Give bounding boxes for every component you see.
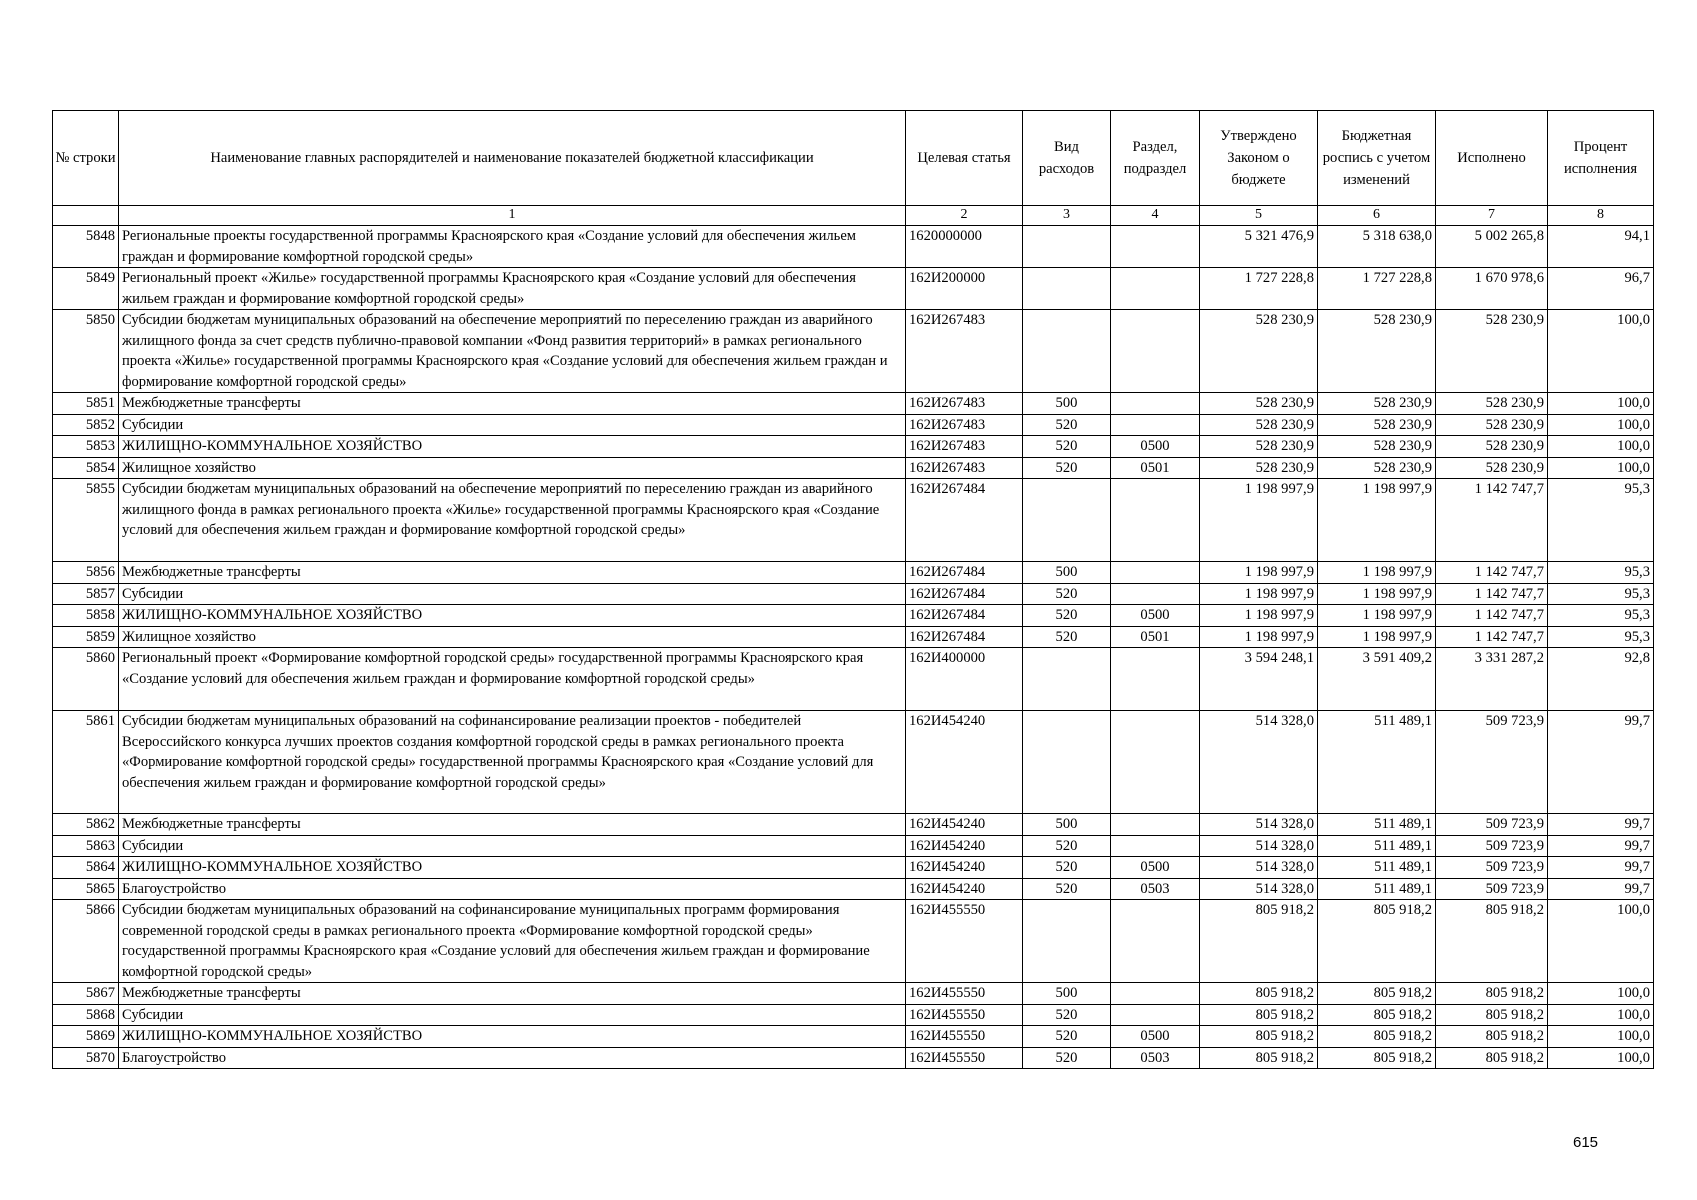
name-cell: Субсидии [119, 835, 906, 857]
executed-cell: 1 142 747,7 [1436, 479, 1548, 562]
section-cell [1111, 562, 1200, 584]
percent-cell: 94,1 [1548, 226, 1654, 268]
executed-cell: 509 723,9 [1436, 857, 1548, 879]
row-number-cell: 5850 [53, 310, 119, 393]
row-number-cell: 5860 [53, 648, 119, 711]
approved-cell: 514 328,0 [1200, 857, 1318, 879]
table-row [53, 1026, 1654, 1048]
expense-type-cell [1023, 310, 1111, 393]
expense-type-cell: 500 [1023, 393, 1111, 415]
expense-type-cell: 520 [1023, 878, 1111, 900]
percent-cell: 100,0 [1548, 900, 1654, 983]
approved-cell: 528 230,9 [1200, 457, 1318, 479]
approved-cell: 805 918,2 [1200, 983, 1318, 1005]
target-article-cell: 162И267484 [906, 605, 1023, 627]
name-cell: Субсидии [119, 1004, 906, 1026]
header-row [53, 111, 1654, 206]
approved-cell: 528 230,9 [1200, 310, 1318, 393]
schedule-cell: 511 489,1 [1318, 814, 1436, 836]
section-cell [1111, 835, 1200, 857]
executed-cell: 509 723,9 [1436, 711, 1548, 814]
section-cell [1111, 226, 1200, 268]
schedule-cell: 805 918,2 [1318, 900, 1436, 983]
header-name: Наименование главных распорядителей и наименование показателей бюджетной классификации [119, 111, 906, 206]
schedule-cell: 805 918,2 [1318, 1004, 1436, 1026]
schedule-cell: 511 489,1 [1318, 835, 1436, 857]
expense-type-cell: 520 [1023, 1047, 1111, 1069]
header-target-article: Целевая статья [906, 111, 1023, 206]
target-article-cell: 162И267483 [906, 310, 1023, 393]
name-cell: ЖИЛИЩНО-КОММУНАЛЬНОЕ ХОЗЯЙСТВО [119, 436, 906, 458]
executed-cell: 1 142 747,7 [1436, 605, 1548, 627]
executed-cell: 528 230,9 [1436, 310, 1548, 393]
percent-cell: 95,3 [1548, 583, 1654, 605]
target-article-cell: 162И267484 [906, 583, 1023, 605]
name-cell: Субсидии [119, 583, 906, 605]
percent-cell: 100,0 [1548, 1004, 1654, 1026]
name-cell: Межбюджетные трансферты [119, 393, 906, 415]
section-cell [1111, 711, 1200, 814]
target-article-cell: 162И455550 [906, 1004, 1023, 1026]
section-cell [1111, 983, 1200, 1005]
approved-cell: 1 198 997,9 [1200, 626, 1318, 648]
row-number-cell: 5859 [53, 626, 119, 648]
approved-cell: 528 230,9 [1200, 393, 1318, 415]
table-row [53, 983, 1654, 1005]
executed-cell: 509 723,9 [1436, 814, 1548, 836]
schedule-cell: 1 198 997,9 [1318, 562, 1436, 584]
target-article-cell: 162И267484 [906, 562, 1023, 584]
expense-type-cell: 520 [1023, 436, 1111, 458]
name-cell: Межбюджетные трансферты [119, 983, 906, 1005]
section-cell [1111, 268, 1200, 310]
row-number-cell: 5861 [53, 711, 119, 814]
table-row [53, 626, 1654, 648]
header-executed: Исполнено [1436, 111, 1548, 206]
percent-cell: 95,3 [1548, 605, 1654, 627]
approved-cell: 1 198 997,9 [1200, 605, 1318, 627]
row-number-cell: 5868 [53, 1004, 119, 1026]
column-number: 2 [906, 206, 1023, 226]
section-cell [1111, 1004, 1200, 1026]
schedule-cell: 5 318 638,0 [1318, 226, 1436, 268]
target-article-cell: 162И455550 [906, 1047, 1023, 1069]
expense-type-cell: 520 [1023, 835, 1111, 857]
column-number [53, 206, 119, 226]
name-cell: Региональный проект «Формирование комфортной городской среды» государственной программы Красноярского края «Создание условий для обеспечения жильем граждан и формирование комфортной городской среды» [119, 648, 906, 711]
percent-cell: 95,3 [1548, 626, 1654, 648]
name-cell: Субсидии бюджетам муниципальных образований на софинансирование муниципальных программ формирования современной городской среды в рамках регионального проекта «Формирование комфортной городской среды» государственной программы Красноярского края «Создание условий для обеспечения жильем граждан и формирование комфортной городской среды» [119, 900, 906, 983]
schedule-cell: 1 198 997,9 [1318, 583, 1436, 605]
executed-cell: 509 723,9 [1436, 835, 1548, 857]
section-cell [1111, 583, 1200, 605]
executed-cell: 1 142 747,7 [1436, 583, 1548, 605]
section-cell [1111, 648, 1200, 711]
section-cell [1111, 310, 1200, 393]
percent-cell: 99,7 [1548, 814, 1654, 836]
percent-cell: 100,0 [1548, 1026, 1654, 1048]
table-row [53, 1004, 1654, 1026]
target-article-cell: 1620000000 [906, 226, 1023, 268]
approved-cell: 3 594 248,1 [1200, 648, 1318, 711]
section-cell: 0503 [1111, 878, 1200, 900]
expense-type-cell [1023, 479, 1111, 562]
name-cell: Межбюджетные трансферты [119, 562, 906, 584]
column-number: 3 [1023, 206, 1111, 226]
row-number-cell: 5854 [53, 457, 119, 479]
percent-cell: 100,0 [1548, 1047, 1654, 1069]
approved-cell: 1 727 228,8 [1200, 268, 1318, 310]
expense-type-cell [1023, 711, 1111, 814]
approved-cell: 5 321 476,9 [1200, 226, 1318, 268]
section-cell: 0503 [1111, 1047, 1200, 1069]
section-cell [1111, 479, 1200, 562]
executed-cell: 1 142 747,7 [1436, 562, 1548, 584]
column-number: 6 [1318, 206, 1436, 226]
header-budget-schedule: Бюджетная роспись с учетом изменений [1318, 111, 1436, 206]
executed-cell: 509 723,9 [1436, 878, 1548, 900]
table-row [53, 711, 1654, 814]
table-row [53, 562, 1654, 584]
name-cell: Жилищное хозяйство [119, 626, 906, 648]
schedule-cell: 805 918,2 [1318, 1047, 1436, 1069]
page-number: 615 [1573, 1134, 1599, 1151]
name-cell: Благоустройство [119, 878, 906, 900]
row-number-cell: 5853 [53, 436, 119, 458]
column-number: 4 [1111, 206, 1200, 226]
percent-cell: 95,3 [1548, 562, 1654, 584]
expense-type-cell: 520 [1023, 1004, 1111, 1026]
executed-cell: 805 918,2 [1436, 1004, 1548, 1026]
name-cell: Субсидии бюджетам муниципальных образований на обеспечение мероприятий по переселению граждан из аварийного жилищного фонда в рамках регионального проекта «Жилье» государственной программы Красноярского края «Создание условий для обеспечения жильем граждан и формирование комфортной городской среды» [119, 479, 906, 562]
row-number-cell: 5863 [53, 835, 119, 857]
percent-cell: 99,7 [1548, 857, 1654, 879]
approved-cell: 1 198 997,9 [1200, 562, 1318, 584]
row-number-cell: 5869 [53, 1026, 119, 1048]
name-cell: Благоустройство [119, 1047, 906, 1069]
name-cell: ЖИЛИЩНО-КОММУНАЛЬНОЕ ХОЗЯЙСТВО [119, 857, 906, 879]
percent-cell: 100,0 [1548, 393, 1654, 415]
section-cell: 0501 [1111, 626, 1200, 648]
schedule-cell: 511 489,1 [1318, 857, 1436, 879]
executed-cell: 805 918,2 [1436, 1047, 1548, 1069]
table-row [53, 814, 1654, 836]
column-number: 7 [1436, 206, 1548, 226]
target-article-cell: 162И454240 [906, 814, 1023, 836]
approved-cell: 1 198 997,9 [1200, 479, 1318, 562]
executed-cell: 528 230,9 [1436, 414, 1548, 436]
name-cell: ЖИЛИЩНО-КОММУНАЛЬНОЕ ХОЗЯЙСТВО [119, 1026, 906, 1048]
target-article-cell: 162И454240 [906, 857, 1023, 879]
executed-cell: 528 230,9 [1436, 436, 1548, 458]
table-row [53, 583, 1654, 605]
target-article-cell: 162И454240 [906, 835, 1023, 857]
schedule-cell: 528 230,9 [1318, 310, 1436, 393]
schedule-cell: 805 918,2 [1318, 983, 1436, 1005]
budget-execution-table [52, 110, 1654, 1069]
percent-cell: 92,8 [1548, 648, 1654, 711]
name-cell: Межбюджетные трансферты [119, 814, 906, 836]
schedule-cell: 511 489,1 [1318, 711, 1436, 814]
table-row [53, 648, 1654, 711]
schedule-cell: 3 591 409,2 [1318, 648, 1436, 711]
executed-cell: 805 918,2 [1436, 900, 1548, 983]
approved-cell: 514 328,0 [1200, 814, 1318, 836]
approved-cell: 805 918,2 [1200, 1026, 1318, 1048]
executed-cell: 528 230,9 [1436, 457, 1548, 479]
percent-cell: 95,3 [1548, 479, 1654, 562]
table-row [53, 835, 1654, 857]
row-number-cell: 5855 [53, 479, 119, 562]
table-body [53, 226, 1654, 1069]
schedule-cell: 528 230,9 [1318, 393, 1436, 415]
executed-cell: 1 142 747,7 [1436, 626, 1548, 648]
table-row [53, 226, 1654, 268]
table-row [53, 605, 1654, 627]
column-number-row [53, 206, 1654, 226]
section-cell: 0501 [1111, 457, 1200, 479]
target-article-cell: 162И455550 [906, 900, 1023, 983]
target-article-cell: 162И267483 [906, 393, 1023, 415]
schedule-cell: 805 918,2 [1318, 1026, 1436, 1048]
row-number-cell: 5864 [53, 857, 119, 879]
name-cell: ЖИЛИЩНО-КОММУНАЛЬНОЕ ХОЗЯЙСТВО [119, 605, 906, 627]
schedule-cell: 1 198 997,9 [1318, 626, 1436, 648]
target-article-cell: 162И267483 [906, 436, 1023, 458]
table-row [53, 900, 1654, 983]
percent-cell: 100,0 [1548, 414, 1654, 436]
approved-cell: 805 918,2 [1200, 900, 1318, 983]
header-approved: Утверждено Законом о бюджете [1200, 111, 1318, 206]
approved-cell: 514 328,0 [1200, 878, 1318, 900]
percent-cell: 99,7 [1548, 878, 1654, 900]
target-article-cell: 162И454240 [906, 878, 1023, 900]
expense-type-cell: 520 [1023, 626, 1111, 648]
approved-cell: 1 198 997,9 [1200, 583, 1318, 605]
expense-type-cell: 520 [1023, 414, 1111, 436]
target-article-cell: 162И267484 [906, 479, 1023, 562]
table-row [53, 414, 1654, 436]
schedule-cell: 1 198 997,9 [1318, 605, 1436, 627]
name-cell: Субсидии [119, 414, 906, 436]
header-section: Раздел, подраздел [1111, 111, 1200, 206]
row-number-cell: 5851 [53, 393, 119, 415]
row-number-cell: 5865 [53, 878, 119, 900]
row-number-cell: 5848 [53, 226, 119, 268]
approved-cell: 514 328,0 [1200, 835, 1318, 857]
expense-type-cell [1023, 268, 1111, 310]
expense-type-cell: 500 [1023, 814, 1111, 836]
table-row [53, 857, 1654, 879]
table-row [53, 310, 1654, 393]
column-number: 8 [1548, 206, 1654, 226]
schedule-cell: 1 727 228,8 [1318, 268, 1436, 310]
percent-cell: 100,0 [1548, 457, 1654, 479]
schedule-cell: 511 489,1 [1318, 878, 1436, 900]
row-number-cell: 5852 [53, 414, 119, 436]
table-row [53, 479, 1654, 562]
name-cell: Региональный проект «Жилье» государственной программы Красноярского края «Создание условий для обеспечения жильем граждан и формирование комфортной городской среды» [119, 268, 906, 310]
expense-type-cell [1023, 648, 1111, 711]
name-cell: Субсидии бюджетам муниципальных образований на обеспечение мероприятий по переселению граждан из аварийного жилищного фонда за счет средств публично-правовой компании «Фонд развития территорий» в рамках регионального проекта «Жилье» государственной программы Красноярского края «Создание условий для обеспечения жильем граждан и формирование комфортной городской среды» [119, 310, 906, 393]
section-cell: 0500 [1111, 857, 1200, 879]
table-row [53, 393, 1654, 415]
table-row [53, 457, 1654, 479]
executed-cell: 1 670 978,6 [1436, 268, 1548, 310]
expense-type-cell: 500 [1023, 562, 1111, 584]
section-cell [1111, 414, 1200, 436]
schedule-cell: 528 230,9 [1318, 414, 1436, 436]
row-number-cell: 5862 [53, 814, 119, 836]
row-number-cell: 5867 [53, 983, 119, 1005]
target-article-cell: 162И400000 [906, 648, 1023, 711]
name-cell: Жилищное хозяйство [119, 457, 906, 479]
approved-cell: 514 328,0 [1200, 711, 1318, 814]
section-cell [1111, 814, 1200, 836]
expense-type-cell: 500 [1023, 983, 1111, 1005]
row-number-cell: 5849 [53, 268, 119, 310]
row-number-cell: 5857 [53, 583, 119, 605]
target-article-cell: 162И200000 [906, 268, 1023, 310]
schedule-cell: 1 198 997,9 [1318, 479, 1436, 562]
executed-cell: 3 331 287,2 [1436, 648, 1548, 711]
executed-cell: 528 230,9 [1436, 393, 1548, 415]
expense-type-cell: 520 [1023, 1026, 1111, 1048]
header-percent: Процент исполнения [1548, 111, 1654, 206]
section-cell [1111, 393, 1200, 415]
expense-type-cell [1023, 226, 1111, 268]
percent-cell: 100,0 [1548, 983, 1654, 1005]
schedule-cell: 528 230,9 [1318, 436, 1436, 458]
schedule-cell: 528 230,9 [1318, 457, 1436, 479]
table-row [53, 878, 1654, 900]
target-article-cell: 162И455550 [906, 1026, 1023, 1048]
section-cell: 0500 [1111, 436, 1200, 458]
expense-type-cell: 520 [1023, 857, 1111, 879]
approved-cell: 805 918,2 [1200, 1004, 1318, 1026]
target-article-cell: 162И455550 [906, 983, 1023, 1005]
header-expense-type: Вид расходов [1023, 111, 1111, 206]
name-cell: Региональные проекты государственной программы Красноярского края «Создание условий для обеспечения жильем граждан и формирование комфортной городской среды» [119, 226, 906, 268]
section-cell: 0500 [1111, 1026, 1200, 1048]
section-cell [1111, 900, 1200, 983]
target-article-cell: 162И267484 [906, 626, 1023, 648]
expense-type-cell: 520 [1023, 583, 1111, 605]
column-number: 1 [119, 206, 906, 226]
target-article-cell: 162И267483 [906, 457, 1023, 479]
percent-cell: 96,7 [1548, 268, 1654, 310]
header-row-number: № строки [53, 111, 119, 206]
percent-cell: 100,0 [1548, 310, 1654, 393]
row-number-cell: 5866 [53, 900, 119, 983]
percent-cell: 100,0 [1548, 436, 1654, 458]
target-article-cell: 162И454240 [906, 711, 1023, 814]
approved-cell: 528 230,9 [1200, 436, 1318, 458]
section-cell: 0500 [1111, 605, 1200, 627]
name-cell: Субсидии бюджетам муниципальных образований на софинансирование реализации проектов - победителей Всероссийского конкурса лучших проектов создания комфортной городской среды в рамках регионального проекта «Формирование комфортной городской среды» государственной программы Красноярского края «Создание условий для обеспечения жильем граждан и формирование комфортной городской среды» [119, 711, 906, 814]
row-number-cell: 5870 [53, 1047, 119, 1069]
percent-cell: 99,7 [1548, 835, 1654, 857]
expense-type-cell: 520 [1023, 605, 1111, 627]
executed-cell: 5 002 265,8 [1436, 226, 1548, 268]
row-number-cell: 5858 [53, 605, 119, 627]
column-number: 5 [1200, 206, 1318, 226]
table-row [53, 436, 1654, 458]
table-row [53, 268, 1654, 310]
approved-cell: 805 918,2 [1200, 1047, 1318, 1069]
table-row [53, 1047, 1654, 1069]
executed-cell: 805 918,2 [1436, 1026, 1548, 1048]
expense-type-cell [1023, 900, 1111, 983]
target-article-cell: 162И267483 [906, 414, 1023, 436]
percent-cell: 99,7 [1548, 711, 1654, 814]
executed-cell: 805 918,2 [1436, 983, 1548, 1005]
approved-cell: 528 230,9 [1200, 414, 1318, 436]
expense-type-cell: 520 [1023, 457, 1111, 479]
row-number-cell: 5856 [53, 562, 119, 584]
